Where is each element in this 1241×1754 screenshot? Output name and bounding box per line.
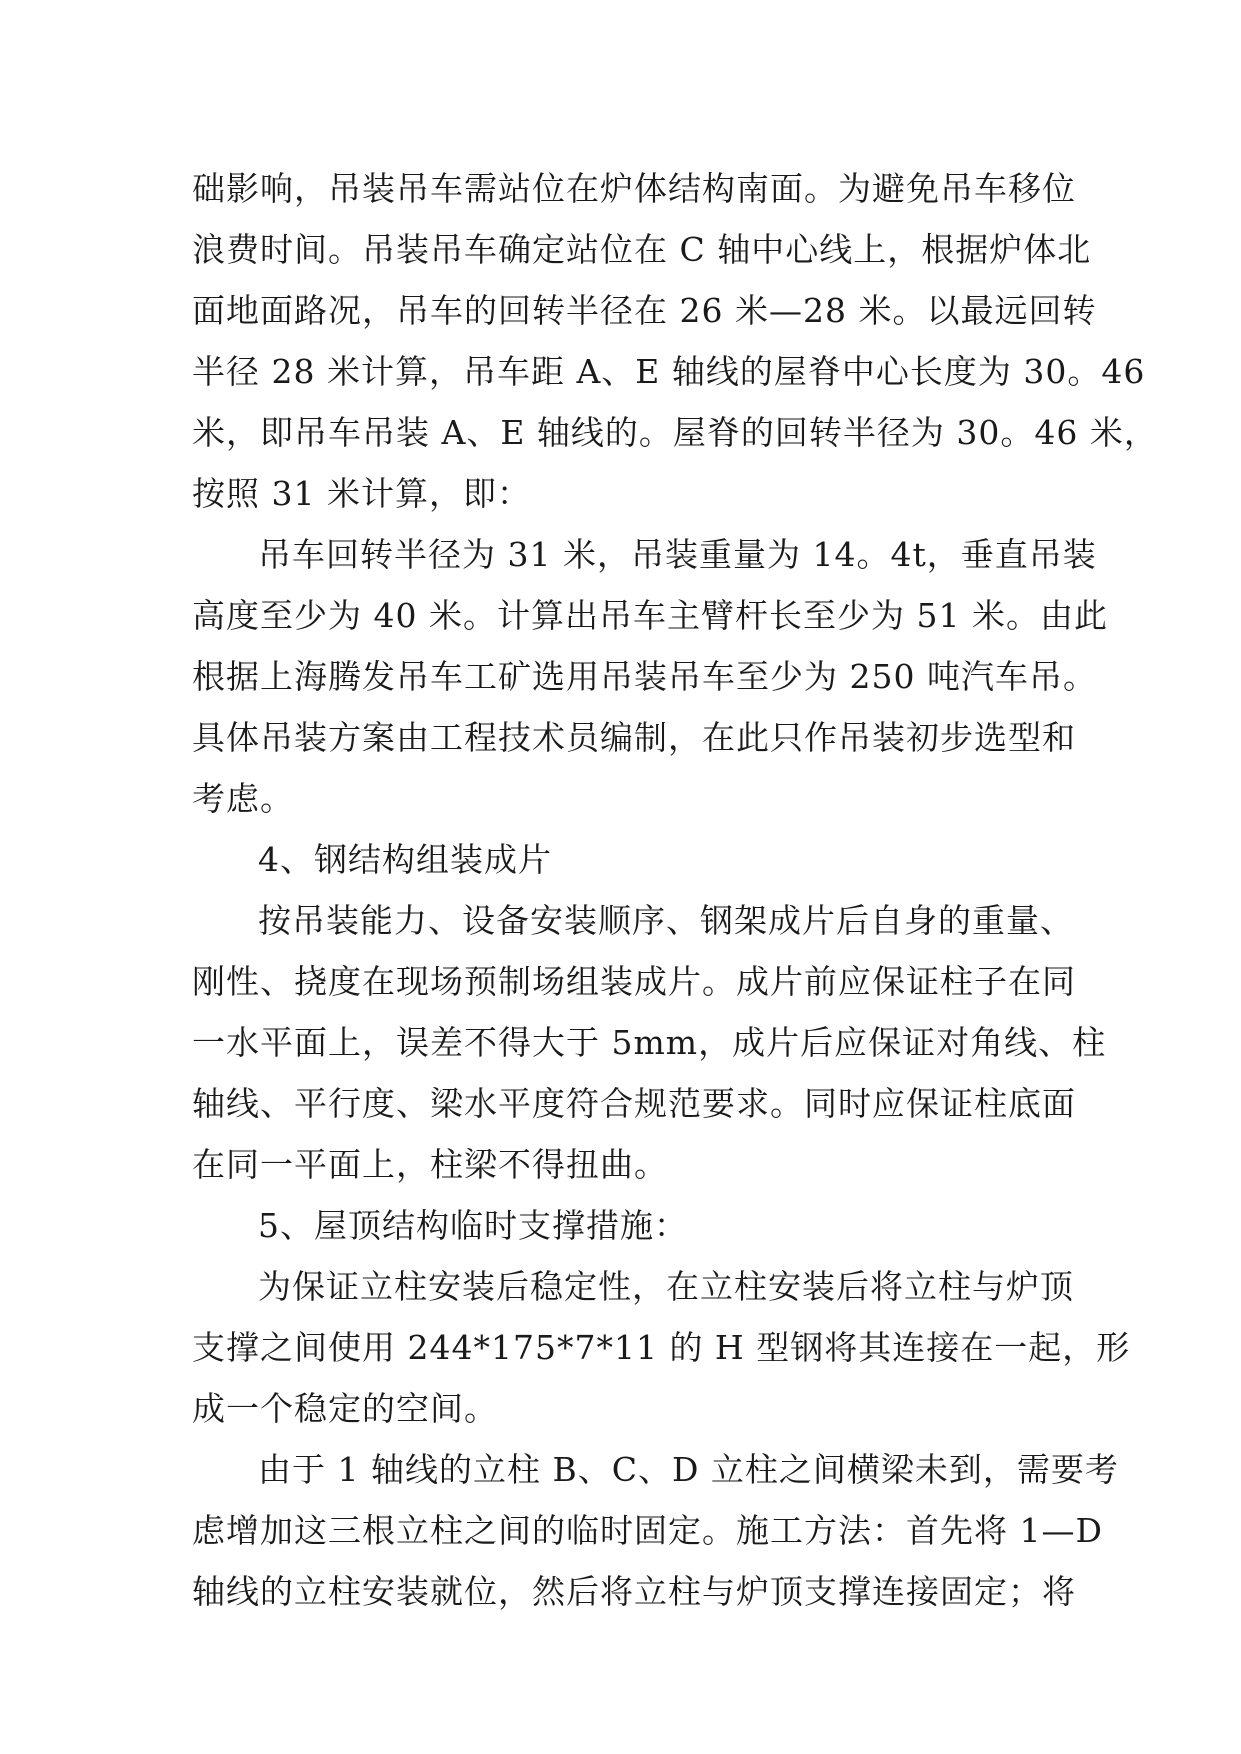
text-line: 为保证立柱安装后稳定性，在立柱安装后将立柱与炉顶 <box>258 1267 1074 1306</box>
text-line: 面地面路况，吊车的回转半径在 26 米—28 米。以最远回转 <box>192 291 1097 330</box>
text-line: 按吊装能力、设备安装顺序、钢架成片后自身的重量、 <box>258 901 1074 940</box>
text-line: 半径 28 米计算，吊车距 A、E 轴线的屋脊中心长度为 30。46 <box>192 352 1146 391</box>
text-line: 米，即吊车吊装 A、E 轴线的。屋脊的回转半径为 30。46 米， <box>192 413 1158 452</box>
text-line: 一水平面上，误差不得大于 5mm，成片后应保证对角线、柱 <box>192 1023 1107 1062</box>
text-line: 根据上海腾发吊车工矿选用吊装吊车至少为 250 吨汽车吊。 <box>192 657 1097 696</box>
text-line: 轴线、平行度、梁水平度符合规范要求。同时应保证柱底面 <box>192 1084 1076 1123</box>
text-line: 高度至少为 40 米。计算出吊车主臂杆长至少为 51 米。由此 <box>192 596 1108 635</box>
text-line: 成一个稳定的空间。 <box>192 1389 498 1428</box>
text-line: 在同一平面上，柱梁不得扭曲。 <box>192 1145 668 1184</box>
text-line: 具体吊装方案由工程技术员编制，在此只作吊装初步选型和 <box>192 718 1076 757</box>
text-line: 由于 1 轴线的立柱 B、C、D 立柱之间横梁未到，需要考 <box>258 1450 1119 1489</box>
section-heading: 4、钢结构组装成片 <box>258 840 552 879</box>
text-line: 按照 31 米计算，即： <box>192 474 531 513</box>
section-heading: 5、屋顶结构临时支撑措施： <box>258 1206 688 1245</box>
text-line: 刚性、挠度在现场预制场组装成片。成片前应保证柱子在同 <box>192 962 1076 1001</box>
text-line: 考虑。 <box>192 779 294 818</box>
document-body <box>192 158 1158 1622</box>
text-line: 轴线的立柱安装就位，然后将立柱与炉顶支撑连接固定；将 <box>192 1572 1076 1611</box>
text-line: 础影响，吊装吊车需站位在炉体结构南面。为避免吊车移位 <box>192 169 1076 208</box>
text-line: 吊车回转半径为 31 米，吊装重量为 14。4t，垂直吊装 <box>258 535 1097 574</box>
text-line: 支撑之间使用 244*175*7*11 的 H 型钢将其连接在一起，形 <box>192 1328 1131 1367</box>
text-line: 虑增加这三根立柱之间的临时固定。施工方法：首先将 1—D <box>192 1511 1103 1550</box>
text-line: 浪费时间。吊装吊车确定站位在 C 轴中心线上，根据炉体北 <box>192 230 1092 269</box>
